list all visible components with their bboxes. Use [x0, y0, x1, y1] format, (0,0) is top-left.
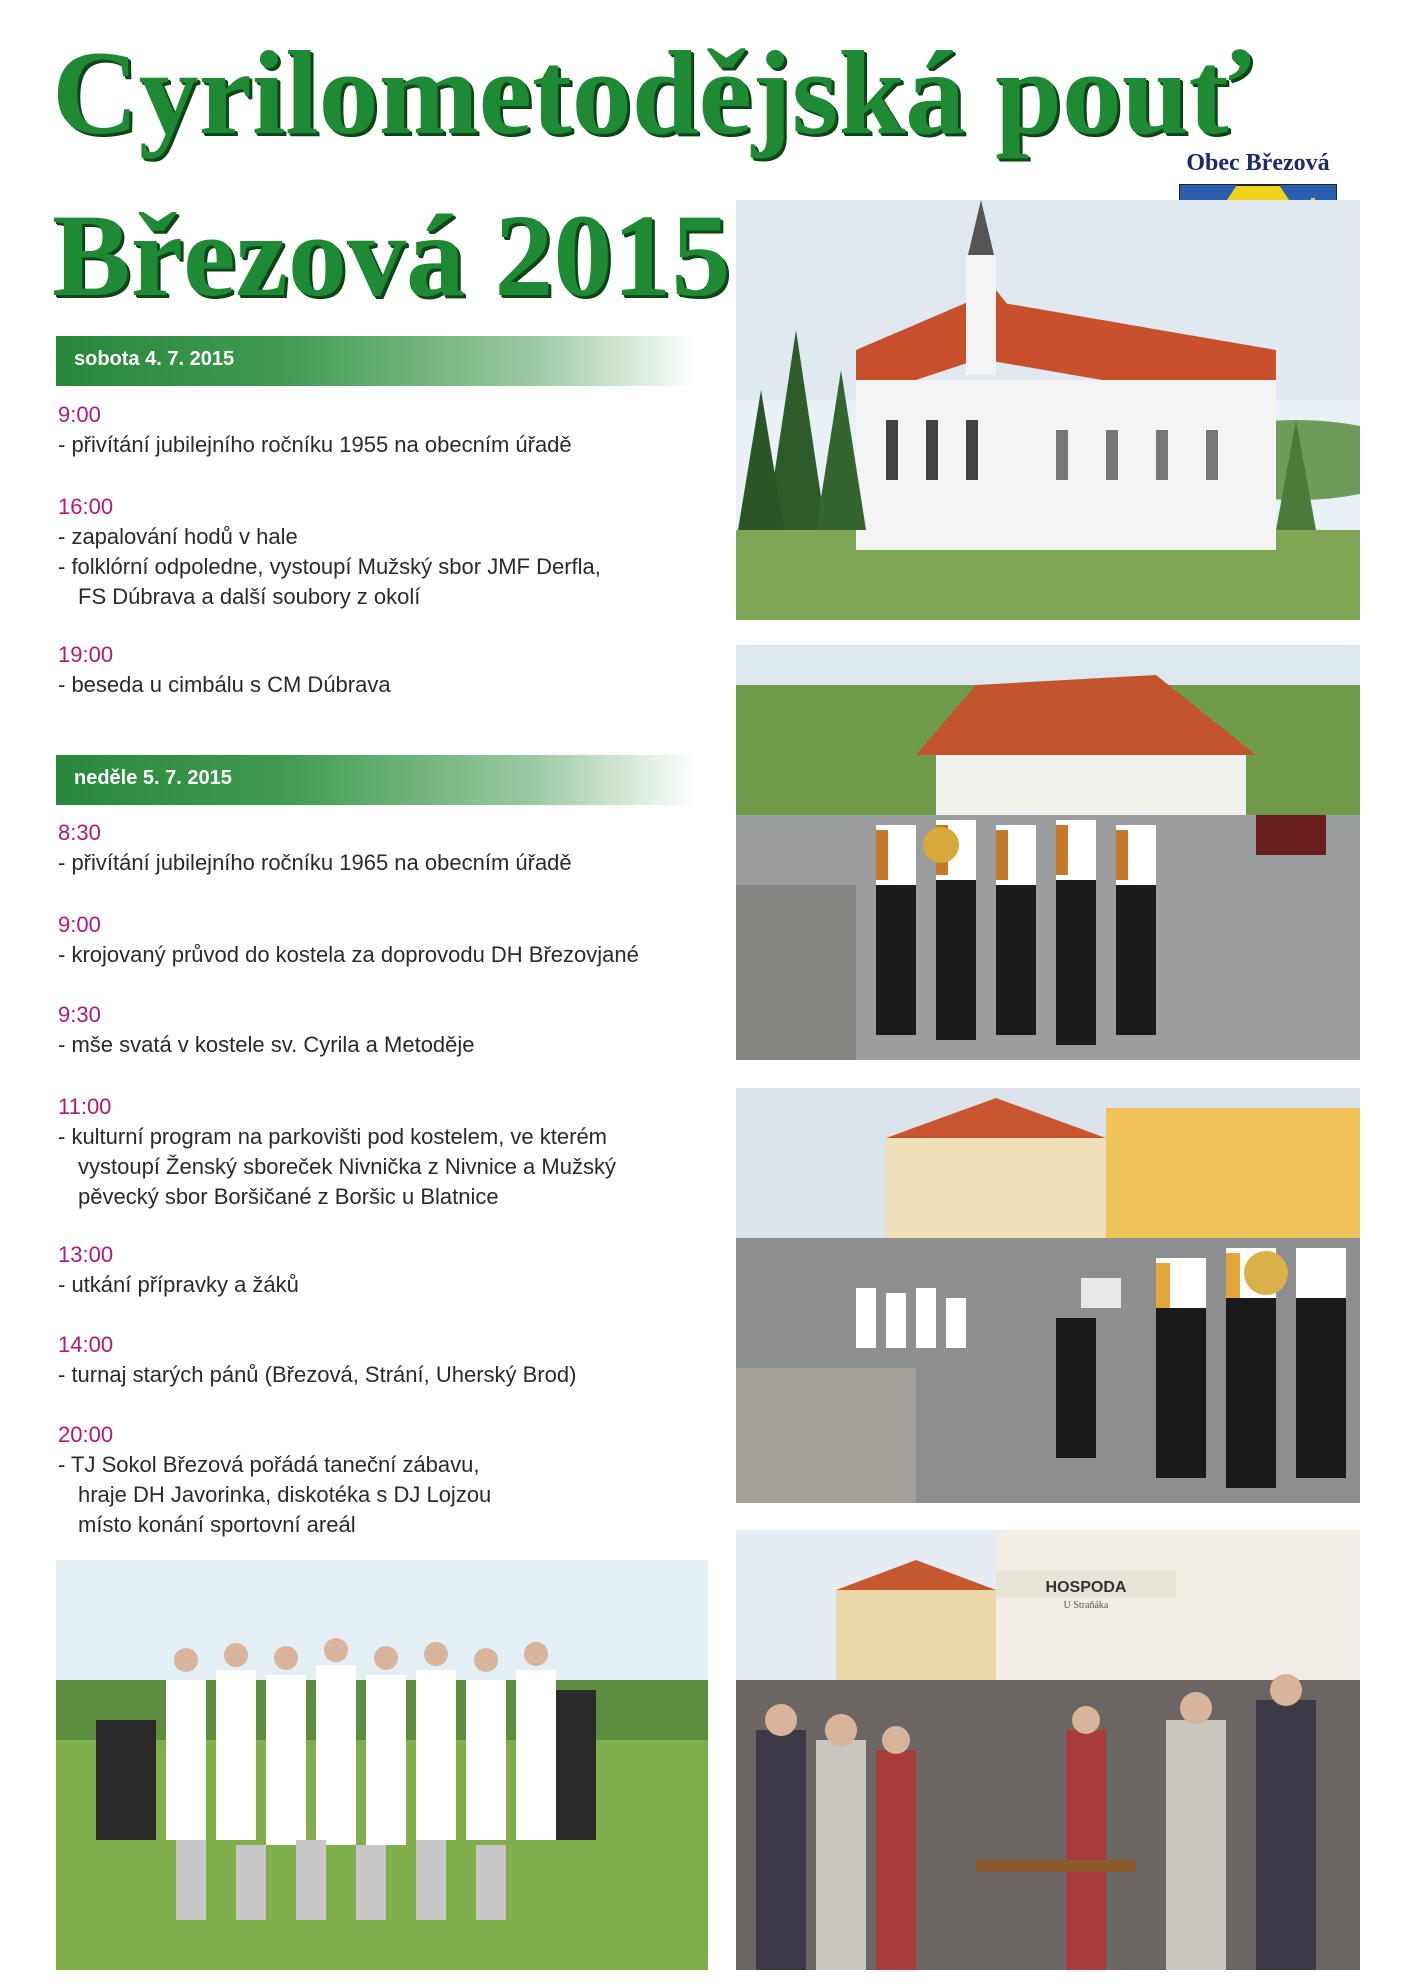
event-time: 11:00 [58, 1094, 112, 1119]
event-text: - folklórní odpoledne, vystoupí Mužský sbor JMF Derfla, [58, 554, 601, 579]
church-photo [736, 200, 1360, 620]
event-sun-1100 [58, 1092, 748, 1212]
pub-sign-sub: U Straňáka [1063, 1600, 1109, 1611]
event-text: vystoupí Ženský sboreček Nivnička z Nivnice a Mužský [78, 1154, 616, 1179]
event-text: - zapalování hodů v hale [58, 524, 298, 549]
event-text: - mše svatá v kostele sv. Cyrila a Metoděje [58, 1032, 475, 1057]
event-text: - přivítání jubilejního ročníku 1955 na obecním úřadě [58, 432, 572, 457]
event-time: 20:00 [58, 1422, 114, 1447]
event-text: - utkání přípravky a žáků [58, 1272, 299, 1297]
event-sun-0830 [58, 818, 748, 878]
day-label: neděle 5. 7. 2015 [74, 767, 232, 789]
event-text: - turnaj starých pánů (Březová, Strání, Uherský Brod) [58, 1362, 577, 1387]
event-sat-0900 [58, 400, 748, 460]
event-time: 14:00 [58, 1332, 114, 1357]
page-title: Cyrilometodějská pouť [52, 26, 1252, 159]
event-time: 9:00 [58, 402, 101, 427]
event-sat-1600 [58, 492, 748, 612]
day-header-saturday [56, 336, 696, 386]
day-label: sobota 4. 7. 2015 [74, 348, 235, 370]
crest-label: Obec Březová [1186, 150, 1330, 176]
pub-sign: HOSPODA [1045, 1579, 1127, 1596]
event-sun-2000 [58, 1420, 748, 1540]
event-text: FS Dúbrava a další soubory z okolí [78, 584, 421, 609]
event-time: 8:30 [58, 820, 101, 845]
event-text: - TJ Sokol Březová pořádá taneční zábavu, [58, 1452, 480, 1477]
event-text: - přivítání jubilejního ročníku 1965 na obecním úřadě [58, 850, 572, 875]
procession-photo [736, 1088, 1360, 1503]
event-time: 16:00 [58, 494, 114, 519]
crowd-photo [736, 1530, 1360, 1970]
day-header-sunday [56, 755, 696, 805]
event-sun-0930 [58, 1000, 748, 1060]
event-text: - krojovaný průvod do kostela za doprovodu DH Březovjané [58, 942, 639, 967]
event-text: - kulturní program na parkovišti pod kostelem, ve kterém [58, 1124, 608, 1149]
event-sun-0900 [58, 910, 748, 970]
event-time: 13:00 [58, 1242, 114, 1267]
event-sun-1300 [58, 1240, 748, 1300]
folk-group-photo [56, 1560, 708, 1970]
event-sun-1400 [58, 1330, 748, 1390]
event-text: hraje DH Javorinka, diskotéka s DJ Lojzou [78, 1482, 492, 1507]
brass-band-photo [736, 645, 1360, 1060]
event-time: 9:00 [58, 912, 101, 937]
event-time: 19:00 [58, 642, 114, 667]
page-subtitle: Březová 2015 [52, 190, 731, 321]
event-text: - beseda u cimbálu s CM Dúbrava [58, 672, 391, 697]
event-sat-1900 [58, 640, 748, 700]
event-text: pěvecký sbor Boršičané z Boršic u Blatnice [78, 1184, 499, 1209]
event-time: 9:30 [58, 1002, 101, 1027]
event-text: místo konání sportovní areál [78, 1512, 356, 1537]
